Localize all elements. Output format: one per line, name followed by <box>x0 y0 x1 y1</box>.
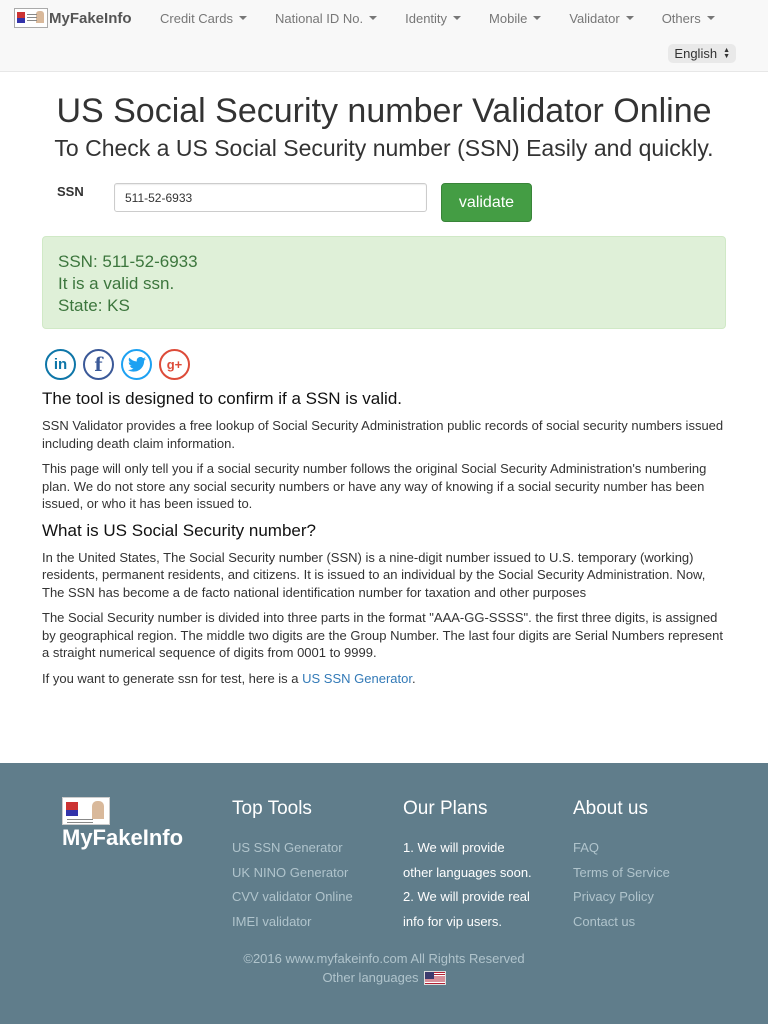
twitter-bird-icon <box>128 357 146 372</box>
generator-prefix: If you want to generate ssn for test, here is a <box>42 670 303 686</box>
footer-brand: MyFakeInfo <box>62 825 184 850</box>
linkedin-glyph: in <box>53 356 68 373</box>
select-arrows-icon: ▲ ▼ <box>723 46 730 60</box>
nav-validator-label: Validator <box>569 10 620 26</box>
twitter-icon[interactable] <box>121 349 152 380</box>
validate-button[interactable]: validate <box>441 183 532 222</box>
result-ssn: SSN: 511-52-6933 <box>58 252 198 271</box>
caret-down-icon <box>369 16 377 20</box>
nav-others[interactable] <box>648 11 729 26</box>
navbar <box>0 0 768 72</box>
other-languages <box>0 970 768 985</box>
footer-link-terms[interactable]: Terms of Service <box>573 864 670 880</box>
footer-our-plans <box>403 798 532 934</box>
other-languages-label: Other languages <box>322 970 419 985</box>
language-select[interactable] <box>668 44 736 63</box>
nav-validator[interactable] <box>555 11 647 26</box>
brand-logo-icon <box>14 8 48 28</box>
footer-link-privacy[interactable]: Privacy Policy <box>573 889 654 904</box>
nav-mobile[interactable] <box>475 11 555 26</box>
section-heading-what-is: What is US Social Security number? <box>42 520 316 540</box>
footer-link-contact[interactable]: Contact us <box>573 913 636 929</box>
validation-result <box>42 236 726 329</box>
nav-others-label: Others <box>661 10 701 26</box>
caret-down-icon <box>453 16 461 20</box>
plan-line: info for vip users. <box>403 913 502 929</box>
caret-down-icon <box>533 16 541 20</box>
result-status: It is a valid ssn. <box>58 274 175 293</box>
nav-identity-label: Identity <box>405 10 448 26</box>
generator-suffix: . <box>411 670 416 686</box>
nav-national-id-label: National ID No. <box>274 10 364 26</box>
copyright: ©2016 www.myfakeinfo.com All Rights Reserved <box>243 951 525 966</box>
result-state: State: KS <box>58 296 130 315</box>
footer-link-faq[interactable]: FAQ <box>573 840 600 855</box>
paragraph: SSN Validator provides a free lookup of Social Security Administration public records of social security numbers issued including death claim information. <box>42 418 724 451</box>
footer-link-uk-nino-generator[interactable]: UK NINO Generator <box>232 864 349 880</box>
language-select-value: English <box>674 46 718 61</box>
caret-down-icon <box>626 16 634 20</box>
footer-link-cvv-validator[interactable]: CVV validator Online <box>232 889 353 904</box>
paragraph: In the United States, The Social Security number (SSN) is a nine-digit number issued to U.S. temporary (working) residents, permanent residents, and citizens. It is issued to an individual by the Social Security Administration. Now, The SSN has become a de facto national identification number for taxation and other purposes <box>42 549 706 600</box>
plan-line: 2. We will provide real <box>403 889 530 904</box>
us-flag-icon[interactable] <box>424 971 446 985</box>
us-ssn-generator-link[interactable]: US SSN Generator <box>302 670 412 686</box>
linkedin-icon[interactable] <box>45 349 76 380</box>
nav-credit-cards[interactable] <box>146 11 261 26</box>
footer-logo-icon <box>62 797 110 825</box>
plan-line: 1. We will provide <box>403 840 505 855</box>
nav-mobile-label: Mobile <box>489 10 528 26</box>
article-content <box>42 389 726 695</box>
facebook-icon[interactable] <box>83 349 114 380</box>
main-nav <box>146 0 729 36</box>
nav-identity[interactable] <box>391 11 475 26</box>
footer-link-imei-validator[interactable]: IMEI validator <box>232 913 312 929</box>
caret-down-icon <box>707 16 715 20</box>
brand-link[interactable] <box>14 8 132 28</box>
plan-line: other languages soon. <box>403 864 532 880</box>
footer-about-us-title: About us <box>573 798 648 819</box>
facebook-glyph: f <box>94 353 103 376</box>
section-heading-tool: The tool is designed to confirm if a SSN is valid. <box>42 389 402 408</box>
footer-top-tools <box>232 798 353 934</box>
social-share <box>45 349 190 380</box>
google-plus-icon[interactable] <box>159 349 190 380</box>
nav-credit-cards-label: Credit Cards <box>160 10 233 26</box>
paragraph-generator <box>42 670 726 688</box>
paragraph: This page will only tell you if a social security number follows the original Social Security Administration's numbering plan. We do not store any social security numbers or have any way of knowing if a social security number has been issued, or who it has been issued to. <box>42 461 707 511</box>
footer-our-plans-title: Our Plans <box>403 798 488 819</box>
caret-down-icon <box>239 16 247 20</box>
footer-about-us <box>573 798 670 934</box>
page-subtitle: To Check a US Social Security number (SSN) Easily and quickly. <box>54 135 714 161</box>
footer-top-tools-title: Top Tools <box>232 798 312 819</box>
ssn-input[interactable] <box>114 183 427 212</box>
brand-name: MyFakeInfo <box>49 9 132 27</box>
ssn-label: SSN <box>57 184 84 199</box>
page-title: US Social Security number Validator Online <box>56 92 712 130</box>
footer-link-us-ssn-generator[interactable]: US SSN Generator <box>232 840 343 855</box>
paragraph: The Social Security number is divided into three parts in the format "AAA-GG-SSSS". the first three digits, is assigned by geographical region. The middle two digits are the Group Number. The last four digits are Serial Numbers represent a straight numerical sequence of digits from 0001 to 9999. <box>42 610 723 660</box>
google-plus-glyph: g+ <box>166 357 183 372</box>
nav-national-id[interactable] <box>261 11 391 26</box>
